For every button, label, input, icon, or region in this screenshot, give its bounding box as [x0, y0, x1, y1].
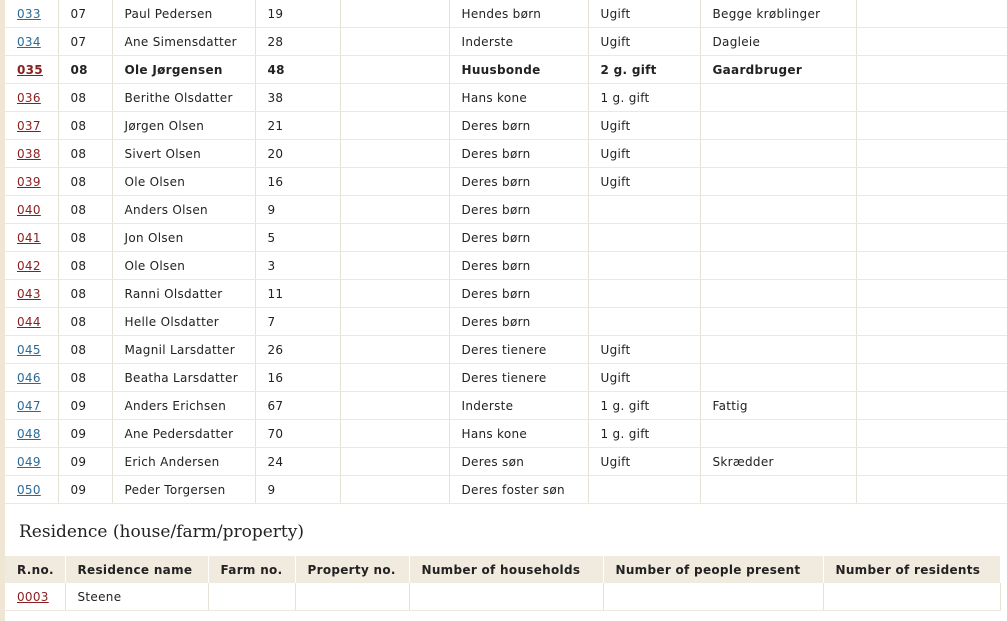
person-id-link[interactable]: 037 — [17, 118, 41, 133]
person-id-link[interactable]: 035 — [17, 62, 43, 77]
marital-status-cell: Ugift — [588, 28, 700, 56]
age-cell: 9 — [255, 476, 340, 504]
relation-cell: Hans kone — [449, 84, 588, 112]
person-id-link[interactable]: 033 — [17, 6, 41, 21]
person-id-cell — [5, 392, 58, 420]
person-id-link[interactable]: 038 — [17, 146, 41, 161]
empty-cell — [340, 336, 449, 364]
person-name-cell: Ole Olsen — [112, 168, 255, 196]
person-id-cell — [5, 56, 58, 84]
trailing-cell — [856, 448, 1007, 476]
relation-cell: Deres børn — [449, 224, 588, 252]
table-row — [5, 280, 1007, 308]
table-row — [5, 168, 1007, 196]
marital-status-cell: Ugift — [588, 0, 700, 28]
trailing-cell — [856, 224, 1007, 252]
household-no-cell: 07 — [58, 0, 112, 28]
table-row — [5, 308, 1007, 336]
empty-cell — [340, 28, 449, 56]
person-id-link[interactable]: 043 — [17, 286, 41, 301]
table-row — [5, 28, 1007, 56]
person-name-cell: Beatha Larsdatter — [112, 364, 255, 392]
person-name-cell: Anders Erichsen — [112, 392, 255, 420]
household-no-cell: 09 — [58, 420, 112, 448]
relation-cell: Inderste — [449, 392, 588, 420]
table-row — [5, 364, 1007, 392]
household-no-cell: 07 — [58, 28, 112, 56]
person-id-link[interactable]: 040 — [17, 202, 41, 217]
marital-status-cell: 2 g. gift — [588, 56, 700, 84]
person-id-link[interactable]: 042 — [17, 258, 41, 273]
col-header-residents[interactable]: Number of residents — [823, 556, 1000, 583]
household-no-cell: 08 — [58, 308, 112, 336]
marital-status-cell — [588, 196, 700, 224]
trailing-cell — [856, 196, 1007, 224]
household-no-cell: 09 — [58, 392, 112, 420]
residence-households-cell — [409, 583, 603, 611]
table-row — [5, 140, 1007, 168]
age-cell: 38 — [255, 84, 340, 112]
col-header-people-present[interactable]: Number of people present — [603, 556, 823, 583]
residence-row — [5, 583, 1000, 611]
trailing-cell — [856, 0, 1007, 28]
col-header-households[interactable]: Number of households — [409, 556, 603, 583]
trailing-cell — [856, 392, 1007, 420]
person-id-link[interactable]: 050 — [17, 482, 41, 497]
trailing-cell — [856, 280, 1007, 308]
person-id-cell — [5, 0, 58, 28]
residence-header-row — [5, 556, 1000, 583]
person-name-cell: Ranni Olsdatter — [112, 280, 255, 308]
empty-cell — [340, 280, 449, 308]
person-name-cell: Helle Olsdatter — [112, 308, 255, 336]
occupation-cell: Gaardbruger — [700, 56, 856, 84]
person-name-cell: Ane Simensdatter — [112, 28, 255, 56]
age-cell: 9 — [255, 196, 340, 224]
age-cell: 19 — [255, 0, 340, 28]
person-name-cell: Jon Olsen — [112, 224, 255, 252]
person-id-cell — [5, 84, 58, 112]
relation-cell: Deres børn — [449, 112, 588, 140]
empty-cell — [340, 168, 449, 196]
age-cell: 5 — [255, 224, 340, 252]
occupation-cell: Dagleie — [700, 28, 856, 56]
person-id-cell — [5, 280, 58, 308]
person-name-cell: Magnil Larsdatter — [112, 336, 255, 364]
person-name-cell: Anders Olsen — [112, 196, 255, 224]
age-cell: 21 — [255, 112, 340, 140]
table-row — [5, 252, 1007, 280]
age-cell: 20 — [255, 140, 340, 168]
person-id-cell — [5, 224, 58, 252]
residence-present-cell — [603, 583, 823, 611]
age-cell: 24 — [255, 448, 340, 476]
col-header-property-no[interactable]: Property no. — [295, 556, 409, 583]
occupation-cell — [700, 308, 856, 336]
table-row — [5, 0, 1007, 28]
empty-cell — [340, 224, 449, 252]
occupation-cell — [700, 168, 856, 196]
person-id-cell — [5, 364, 58, 392]
relation-cell: Deres børn — [449, 252, 588, 280]
relation-cell: Deres børn — [449, 196, 588, 224]
person-id-cell — [5, 140, 58, 168]
person-id-link[interactable]: 045 — [17, 342, 41, 357]
empty-cell — [340, 392, 449, 420]
marital-status-cell: 1 g. gift — [588, 392, 700, 420]
household-no-cell: 08 — [58, 56, 112, 84]
residence-property-cell — [295, 583, 409, 611]
age-cell: 11 — [255, 280, 340, 308]
age-cell: 16 — [255, 168, 340, 196]
relation-cell: Deres børn — [449, 308, 588, 336]
marital-status-cell — [588, 476, 700, 504]
trailing-cell — [856, 168, 1007, 196]
person-id-link[interactable]: 044 — [17, 314, 41, 329]
household-no-cell: 08 — [58, 252, 112, 280]
person-id-cell — [5, 168, 58, 196]
occupation-cell: Skrædder — [700, 448, 856, 476]
marital-status-cell: Ugift — [588, 168, 700, 196]
occupation-cell — [700, 224, 856, 252]
residence-rno-link[interactable]: 0003 — [17, 589, 49, 604]
marital-status-cell — [588, 224, 700, 252]
person-name-cell: Sivert Olsen — [112, 140, 255, 168]
relation-cell: Deres børn — [449, 140, 588, 168]
empty-cell — [340, 56, 449, 84]
relation-cell: Inderste — [449, 28, 588, 56]
age-cell: 67 — [255, 392, 340, 420]
empty-cell — [340, 476, 449, 504]
person-id-cell — [5, 112, 58, 140]
residence-section-title: Residence (house/farm/property) — [19, 522, 304, 542]
person-name-cell: Jørgen Olsen — [112, 112, 255, 140]
col-header-farm-no[interactable]: Farm no. — [208, 556, 295, 583]
trailing-cell — [856, 476, 1007, 504]
marital-status-cell: 1 g. gift — [588, 420, 700, 448]
household-no-cell: 09 — [58, 476, 112, 504]
person-name-cell: Ane Pedersdatter — [112, 420, 255, 448]
empty-cell — [340, 84, 449, 112]
marital-status-cell: Ugift — [588, 112, 700, 140]
age-cell: 7 — [255, 308, 340, 336]
household-no-cell: 08 — [58, 168, 112, 196]
table-row — [5, 84, 1007, 112]
marital-status-cell: 1 g. gift — [588, 84, 700, 112]
residence-rno-cell — [5, 583, 65, 611]
household-no-cell: 09 — [58, 448, 112, 476]
relation-cell: Huusbonde — [449, 56, 588, 84]
relation-cell: Deres tienere — [449, 336, 588, 364]
household-no-cell: 08 — [58, 112, 112, 140]
residence-name-cell: Steene — [65, 583, 208, 611]
marital-status-cell — [588, 252, 700, 280]
relation-cell: Deres foster søn — [449, 476, 588, 504]
table-row — [5, 224, 1007, 252]
empty-cell — [340, 364, 449, 392]
occupation-cell — [700, 420, 856, 448]
occupation-cell — [700, 140, 856, 168]
table-row — [5, 56, 1007, 84]
table-row — [5, 420, 1007, 448]
empty-cell — [340, 112, 449, 140]
person-name-cell: Paul Pedersen — [112, 0, 255, 28]
household-no-cell: 08 — [58, 140, 112, 168]
marital-status-cell: Ugift — [588, 364, 700, 392]
age-cell: 48 — [255, 56, 340, 84]
occupation-cell — [700, 476, 856, 504]
relation-cell: Deres tienere — [449, 364, 588, 392]
trailing-cell — [856, 336, 1007, 364]
relation-cell: Deres børn — [449, 280, 588, 308]
occupation-cell — [700, 84, 856, 112]
person-name-cell: Ole Jørgensen — [112, 56, 255, 84]
person-name-cell: Erich Andersen — [112, 448, 255, 476]
person-id-link[interactable]: 039 — [17, 174, 41, 189]
relation-cell: Hans kone — [449, 420, 588, 448]
relation-cell: Hendes børn — [449, 0, 588, 28]
col-header-residence-name[interactable]: Residence name — [65, 556, 208, 583]
person-id-cell — [5, 308, 58, 336]
age-cell: 3 — [255, 252, 340, 280]
occupation-cell: Begge krøblinger — [700, 0, 856, 28]
trailing-cell — [856, 84, 1007, 112]
person-id-link[interactable]: 036 — [17, 90, 41, 105]
person-id-cell — [5, 476, 58, 504]
person-name-cell: Berithe Olsdatter — [112, 84, 255, 112]
age-cell: 28 — [255, 28, 340, 56]
household-no-cell: 08 — [58, 84, 112, 112]
person-id-link[interactable]: 049 — [17, 454, 41, 469]
person-name-cell: Peder Torgersen — [112, 476, 255, 504]
empty-cell — [340, 196, 449, 224]
occupation-cell — [700, 196, 856, 224]
occupation-cell: Fattig — [700, 392, 856, 420]
empty-cell — [340, 420, 449, 448]
household-no-cell: 08 — [58, 224, 112, 252]
table-row — [5, 476, 1007, 504]
person-id-link[interactable]: 047 — [17, 398, 41, 413]
person-name-cell: Ole Olsen — [112, 252, 255, 280]
household-no-cell: 08 — [58, 336, 112, 364]
table-row — [5, 392, 1007, 420]
relation-cell: Deres søn — [449, 448, 588, 476]
marital-status-cell: Ugift — [588, 448, 700, 476]
marital-status-cell — [588, 280, 700, 308]
marital-status-cell: Ugift — [588, 140, 700, 168]
relation-cell: Deres børn — [449, 168, 588, 196]
trailing-cell — [856, 140, 1007, 168]
person-id-cell — [5, 420, 58, 448]
trailing-cell — [856, 252, 1007, 280]
trailing-cell — [856, 420, 1007, 448]
person-id-cell — [5, 448, 58, 476]
table-row — [5, 448, 1007, 476]
person-id-cell — [5, 28, 58, 56]
empty-cell — [340, 140, 449, 168]
age-cell: 70 — [255, 420, 340, 448]
age-cell: 16 — [255, 364, 340, 392]
occupation-cell — [700, 280, 856, 308]
occupation-cell — [700, 336, 856, 364]
person-id-link[interactable]: 048 — [17, 426, 41, 441]
household-no-cell: 08 — [58, 280, 112, 308]
marital-status-cell — [588, 308, 700, 336]
household-no-cell: 08 — [58, 196, 112, 224]
trailing-cell — [856, 28, 1007, 56]
empty-cell — [340, 448, 449, 476]
trailing-cell — [856, 56, 1007, 84]
residence-farm-cell — [208, 583, 295, 611]
empty-cell — [340, 252, 449, 280]
occupation-cell — [700, 252, 856, 280]
empty-cell — [340, 0, 449, 28]
residence-residents-cell — [823, 583, 1000, 611]
table-row — [5, 336, 1007, 364]
occupation-cell — [700, 112, 856, 140]
trailing-cell — [856, 364, 1007, 392]
table-row — [5, 196, 1007, 224]
person-id-link[interactable]: 046 — [17, 370, 41, 385]
person-id-cell — [5, 252, 58, 280]
trailing-cell — [856, 112, 1007, 140]
person-id-cell — [5, 196, 58, 224]
person-id-link[interactable]: 041 — [17, 230, 41, 245]
trailing-cell — [856, 308, 1007, 336]
col-header-rno[interactable]: R.no. — [5, 556, 65, 583]
person-id-cell — [5, 336, 58, 364]
marital-status-cell: Ugift — [588, 336, 700, 364]
person-id-link[interactable]: 034 — [17, 34, 41, 49]
residence-table — [5, 556, 1001, 611]
household-no-cell: 08 — [58, 364, 112, 392]
people-table — [5, 0, 1007, 504]
age-cell: 26 — [255, 336, 340, 364]
empty-cell — [340, 308, 449, 336]
occupation-cell — [700, 364, 856, 392]
table-row — [5, 112, 1007, 140]
